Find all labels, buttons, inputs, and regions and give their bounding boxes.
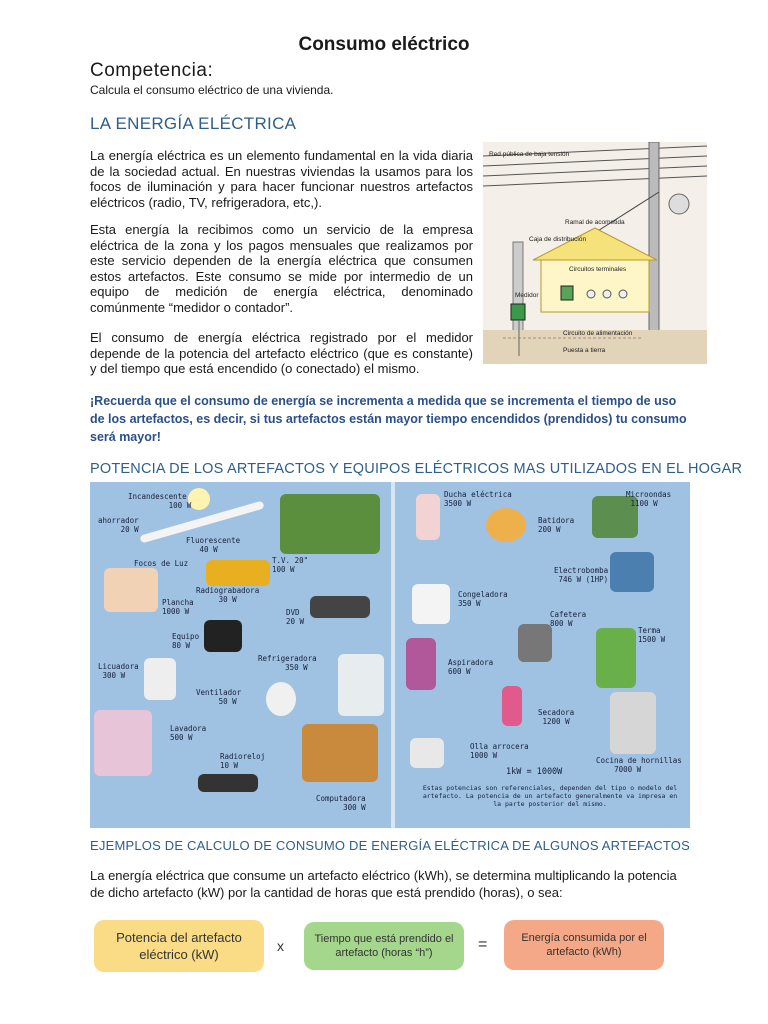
label-congeladora: Congeladora 350 W <box>458 590 508 608</box>
label-terma: Terma 1500 W <box>638 626 666 644</box>
blender-icon <box>144 658 176 700</box>
competencia-text: Calcula el consumo eléctrico de una vivienda. <box>90 83 334 97</box>
dvd-icon <box>310 596 370 618</box>
clock-radio-icon <box>198 774 258 792</box>
stove-icon <box>610 692 656 754</box>
computer-desk-icon <box>302 724 378 782</box>
section-heading-potencia: POTENCIA DE LOS ARTEFACTOS Y EQUIPOS ELÉCTRICOS MAS UTILIZADOS EN EL HOGAR <box>90 461 743 477</box>
document-title: Consumo eléctrico <box>298 34 470 55</box>
label-focos: Focos de Luz <box>134 559 189 568</box>
multiply-operator: x <box>277 938 284 954</box>
label-olla: Olla arrocera 1000 W <box>470 742 529 760</box>
formula-power-box: Potencia del artefacto eléctrico (kW) <box>94 920 264 972</box>
label-circuitos: Circuitos terminales <box>569 266 627 273</box>
paragraph-3: El consumo de energía eléctrica registrado por el medidor depende de la potencia del artefacto eléctrico (que es constante) y del tiempo que está encendido (o conectado) el mismo. <box>90 330 473 376</box>
label-batidora: Batidora 200 W <box>538 516 575 534</box>
label-ventilador: Ventilador 50 W <box>196 688 242 706</box>
formula-time-box: Tiempo que está prendido el artefacto (horas “h”) <box>304 922 464 970</box>
label-radioreloj: Radioreloj 10 W <box>220 752 266 770</box>
section-heading-energia: LA ENERGÍA ELÉCTRICA <box>90 114 297 133</box>
label-electrobomba: Electrobomba 746 W (1HP) <box>554 566 609 584</box>
label-lavadora: Lavadora 500 W <box>170 724 207 742</box>
washer-icon <box>94 710 152 776</box>
label-medidor: Medidor <box>515 292 539 299</box>
paragraph-2: Esta energía la recibimos como un servicio de la empresa eléctrica de la zona y los pagos mensuales que realizamos por este servicio dependen de la energía eléctrica que consumen estos artefactos. Este consumo se mide por intermedio de un equipo de medición de energía eléctrica, denominado comúnmente “medidor o contador”. <box>90 222 473 315</box>
shower-icon <box>416 494 440 540</box>
stereo-icon <box>204 620 242 652</box>
label-licuadora: Licuadora 300 W <box>98 662 139 680</box>
water-heater-icon <box>596 628 636 688</box>
vacuum-icon <box>406 638 436 690</box>
mixer-icon <box>486 508 526 542</box>
house-wiring-illustration <box>483 142 707 364</box>
label-fluorescente: Fluorescente 40 W <box>186 536 241 554</box>
label-puesta-tierra: Puesta a tierra <box>563 347 606 354</box>
iron-person-icon <box>104 568 158 612</box>
fridge-icon <box>338 654 384 716</box>
label-ducha: Ducha eléctrica 3500 W <box>444 490 512 508</box>
paragraph-1: La energía eléctrica es un elemento fundamental en la vida diaria de la sociedad actual. En nuestras viviendas la usamos para los focos de iluminación y para hacer funcionar nuestros artefactos eléctricos (radio, TV, refrigeradora, etc,). <box>90 148 473 210</box>
label-caja: Caja de distribución <box>529 236 587 243</box>
label-microondas: Microondas 1100 W <box>626 490 672 508</box>
label-ahorrador: ahorrador 20 W <box>98 516 139 534</box>
rice-cooker-icon <box>410 738 444 768</box>
radio-icon <box>206 560 270 586</box>
coffee-maker-icon <box>518 624 552 662</box>
conversion-label: 1kW = 1000W <box>506 767 563 777</box>
label-cocina: Cocina de hornillas 7000 W <box>596 756 682 774</box>
equals-operator: = <box>478 936 488 953</box>
label-secadora: Secadora 1200 W <box>538 708 575 726</box>
label-circuito-alimentacion: Circuito de alimentación <box>563 330 633 337</box>
competencia-label: Competencia: <box>90 60 214 81</box>
freezer-icon <box>412 584 450 624</box>
label-plancha: Plancha 1000 W <box>162 598 194 616</box>
bulb-icon <box>188 488 210 510</box>
label-red-publica: Red pública de baja tensión <box>489 151 570 158</box>
label-computadora: Computadora 300 W <box>316 794 366 812</box>
family-tv-icon <box>280 494 380 554</box>
formula-energy-box: Energía consumida por el artefacto (kWh) <box>504 920 664 970</box>
panel-note: Estas potencias son referenciales, dependen del tipo o modelo del artefacto. La potencia de un artefacto generalmente va impresa en la parte posterior del mismo. <box>422 784 678 808</box>
label-dvd: DVD 20 W <box>286 608 305 626</box>
label-radiograbadora: Radiograbadora 30 W <box>196 586 260 604</box>
paragraph-formula-intro: La energía eléctrica que consume un artefacto eléctrico (kWh), se determina multiplicando la potencia de dicho artefacto (kW) por la cantidad de horas que está prendido (horas), o sea: <box>90 868 677 900</box>
appliance-power-panel <box>90 482 690 828</box>
label-ramal: Ramal de acometida <box>565 219 625 226</box>
fan-icon <box>266 682 296 716</box>
label-refrigeradora: Refrigeradora 350 W <box>258 654 317 672</box>
hair-dryer-icon <box>502 686 522 726</box>
reminder-note: ¡Recuerda que el consumo de energía se incrementa a medida que se incrementa el tiempo de uso de los artefactos, es decir, si tus artefactos están mayor tiempo encendidos (prendidos) tu consumo será mayor! <box>90 394 687 444</box>
label-incandescente: Incandescente 100 W <box>128 492 192 510</box>
label-equipo: Equipo 80 W <box>172 632 200 650</box>
label-tv: T.V. 20" 100 W <box>272 556 309 574</box>
pump-icon <box>610 552 654 592</box>
panel-divider <box>391 482 395 828</box>
section-heading-ejemplos: EJEMPLOS DE CALCULO DE CONSUMO DE ENERGÍA ELÉCTRICA DE ALGUNOS ARTEFACTOS <box>90 838 690 853</box>
label-cafetera: Cafetera 800 W <box>550 610 587 628</box>
label-aspiradora: Aspiradora 600 W <box>448 658 494 676</box>
